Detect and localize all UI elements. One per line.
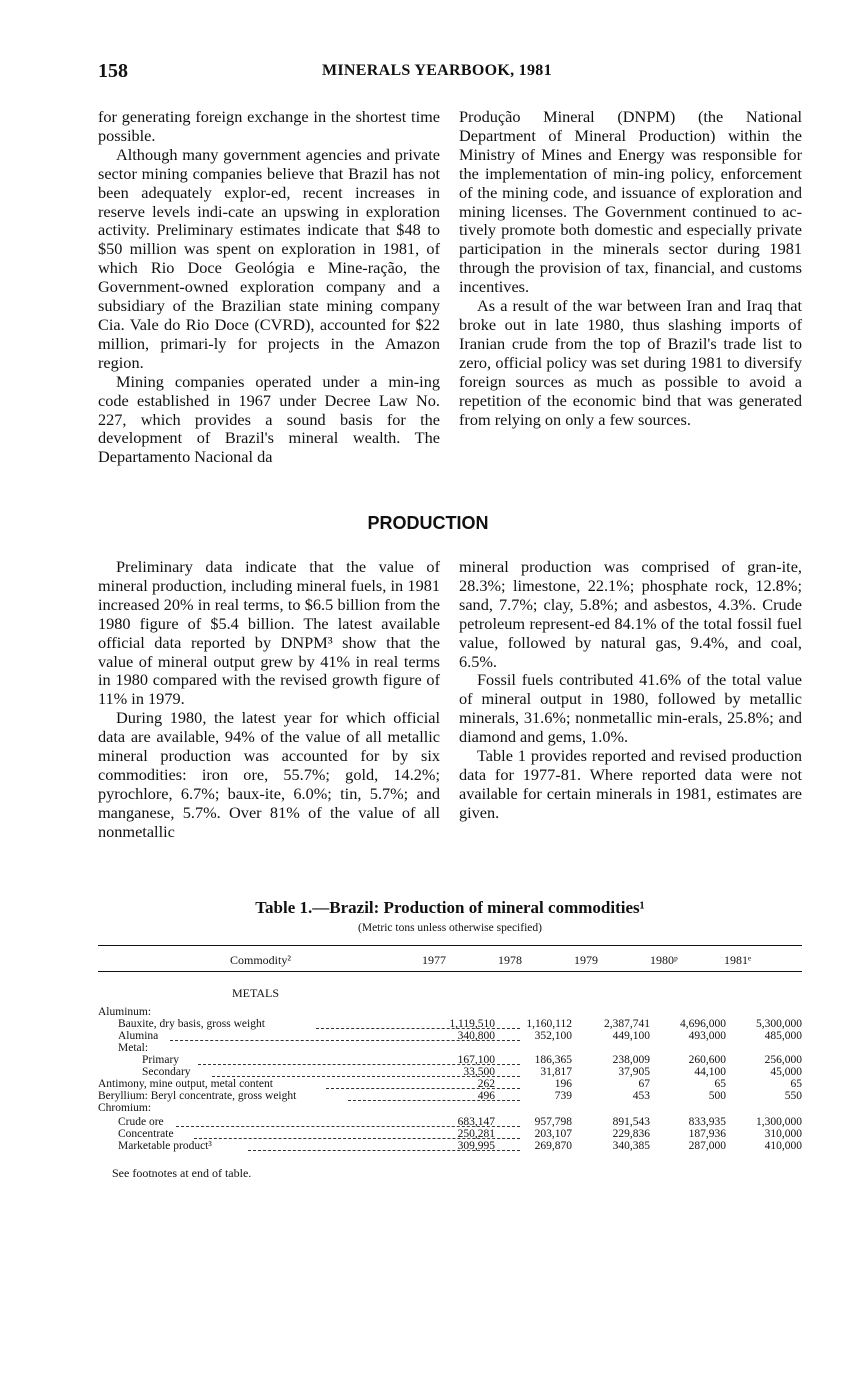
intro-column-left — [98, 108, 440, 467]
table-section-label: METALS — [232, 986, 280, 1000]
table-row — [98, 1042, 802, 1054]
cell-1980: 500 — [708, 1090, 726, 1102]
cell-1978: 957,798 — [534, 1116, 572, 1128]
table-row — [98, 1054, 802, 1066]
column-header-1981: 1981ᵉ — [724, 953, 752, 967]
column-header-1978: 1978 — [498, 953, 522, 967]
cell-1979: 67 — [638, 1078, 650, 1090]
row-label: Bauxite, dry basis, gross weight — [118, 1018, 265, 1030]
cell-1981: 45,000 — [770, 1066, 802, 1078]
row-label: Secondary — [142, 1066, 191, 1078]
cell-1979: 449,100 — [612, 1030, 650, 1042]
intro-column-right — [459, 108, 802, 429]
cell-1981: 1,300,000 — [756, 1116, 802, 1128]
row-label: Antimony, mine output, metal content — [98, 1078, 273, 1090]
cell-1977: 1,119,510 — [449, 1018, 495, 1030]
row-label: Aluminum: — [98, 1006, 152, 1018]
table-subtitle: (Metric tons unless otherwise specified) — [358, 922, 542, 934]
cell-1980: 260,600 — [688, 1054, 726, 1066]
table-row — [98, 1140, 802, 1152]
paragraph: for generating foreign exchange in the shortest time possible. — [98, 107, 440, 145]
production-column-right — [459, 558, 802, 823]
table-header-rule — [98, 971, 802, 972]
table-row — [98, 1066, 802, 1078]
table-row — [98, 1030, 802, 1042]
cell-1980: 44,100 — [694, 1066, 726, 1078]
row-label: Beryllium: Beryl concentrate, gross weight — [98, 1090, 297, 1102]
paragraph: Preliminary data indicate that the value of mineral production, including mineral fuels, in 1981 increased 20% in real terms, to $6.5 billion from the 1980 figure of $5.4 billion. The latest available official data reported by DNPM³ show that the value of mineral output grew by 41% in real terms in 1980 compared with the revised growth figure of 11% in 1979. — [98, 557, 440, 709]
cell-1981: 550 — [784, 1090, 802, 1102]
paragraph: During 1980, the latest year for which official data are available, 94% of the value of all metallic mineral production was accounted for by six commodities: iron ore, 55.7%; gold, 14.2%; pyrochlore, 6.7%; baux-ite, 6.0%; tin, 5.7%; and manganese, 5.7%. Over 81% of the value of all nonmetallic — [98, 708, 440, 841]
row-label: Marketable product³ — [118, 1140, 212, 1152]
cell-1977: 250,281 — [457, 1128, 495, 1140]
paragraph: Although many government agencies and private sector mining companies believe that Brazil has not been adequately explor-ed, recent increases in reserve levels indi-cate an upswing in exploration activity. Preliminary estimates indicate that $48 to $50 million was spent on exploration in 1981, of which Rio Doce Geológia e Mine-ração, the Government-owned exploration company and a subsidiary of the Brazilian state mining company Cia. Vale do Rio Doce (CVRD), accounted for $22 million, primari-ly for projects in the Amazon region. — [98, 144, 440, 372]
row-label: Chromium: — [98, 1102, 152, 1114]
cell-1981: 65 — [790, 1078, 802, 1090]
cell-1977: 496 — [477, 1090, 495, 1102]
cell-1977: 340,800 — [457, 1030, 495, 1042]
paragraph: mineral production was comprised of gran-ite, 28.3%; limestone, 22.1%; phosphate rock, 12.8%; sand, 7.7%; clay, 5.8%; and asbestos, 4.3%. Crude petroleum represent-ed 84.1% of the total fossil fuel value, followed by natural gas, 9.4%, and coal, 6.5%. — [459, 557, 802, 671]
cell-1979: 229,836 — [612, 1128, 650, 1140]
paragraph: Table 1 provides reported and revised production data for 1977-81. Where reported data were not available for certain minerals in 1981, estimates are given. — [459, 746, 802, 822]
cell-1981: 5,300,000 — [756, 1018, 802, 1030]
table-row — [98, 1090, 802, 1102]
row-label: Crude ore — [118, 1116, 164, 1128]
table-row — [98, 1128, 802, 1140]
cell-1978: 269,870 — [534, 1140, 572, 1152]
column-header-commodity: Commodity² — [230, 953, 291, 967]
section-heading-production: PRODUCTION — [367, 513, 489, 533]
cell-1978: 186,365 — [534, 1054, 572, 1066]
cell-1978: 31,817 — [540, 1066, 572, 1078]
cell-1980: 493,000 — [688, 1030, 726, 1042]
table-row — [98, 1018, 802, 1030]
cell-1980: 287,000 — [688, 1140, 726, 1152]
column-header-1980: 1980ᵖ — [650, 953, 678, 967]
cell-1979: 238,009 — [612, 1054, 650, 1066]
cell-1980: 4,696,000 — [680, 1018, 726, 1030]
cell-1981: 410,000 — [764, 1140, 802, 1152]
column-header-1979: 1979 — [574, 953, 598, 967]
cell-1979: 453 — [632, 1090, 650, 1102]
cell-1977: 309,995 — [457, 1140, 495, 1152]
paragraph: Mining companies operated under a min-ing code established in 1967 under Decree Law No. 227, which provides a sound basis for the development of Brazil's mineral wealth. The Departamento Nacional da — [98, 371, 440, 467]
cell-1981: 310,000 — [764, 1128, 802, 1140]
row-label: Concentrate — [118, 1128, 174, 1140]
running-title: MINERALS YEARBOOK, 1981 — [322, 62, 552, 79]
cell-1979: 37,905 — [618, 1066, 650, 1078]
column-header-1977: 1977 — [422, 953, 446, 967]
table-row — [98, 1006, 802, 1018]
paragraph: As a result of the war between Iran and Iraq that broke out in late 1980, thus slashing imports of Iranian crude from the top of Brazil's trade list to zero, official policy was set during 1981 to diversify foreign sources as much as possible to avoid a repetition of the economic bind that was generated from relying on only a few sources. — [459, 296, 802, 429]
cell-1977: 167,100 — [457, 1054, 495, 1066]
cell-1979: 2,387,741 — [604, 1018, 650, 1030]
paragraph: Fossil fuels contributed 41.6% of the total value of mineral output in 1980, followed by metallic minerals, 31.6%; nonmetallic min-erals, 25.8%; and diamond and gems, 1.0%. — [459, 670, 802, 747]
table-row — [98, 1116, 802, 1128]
cell-1980: 833,935 — [688, 1116, 726, 1128]
cell-1977: 33,500 — [463, 1066, 495, 1078]
paragraph: Produção Mineral (DNPM) (the National Department of Mineral Production) within the Ministry of Mines and Energy was responsible for the implementation of min-ing policy, enforcement of the mining code, and issuance of exploration and mining licenses. The Government continued to ac-tively promote both domestic and especially private participation in the minerals sector during 1981 through the provision of tax, financial, and customs incentives. — [459, 107, 802, 297]
table-row — [98, 1102, 802, 1114]
page-number: 158 — [98, 60, 128, 82]
row-label: Primary — [142, 1054, 180, 1066]
cell-1978: 196 — [554, 1078, 572, 1090]
row-label: Metal: — [118, 1042, 149, 1054]
cell-1979: 340,385 — [612, 1140, 650, 1152]
cell-1981: 485,000 — [764, 1030, 802, 1042]
cell-1978: 739 — [554, 1090, 572, 1102]
cell-1978: 203,107 — [534, 1128, 572, 1140]
cell-1977: 262 — [477, 1078, 495, 1090]
cell-1978: 352,100 — [534, 1030, 572, 1042]
cell-1979: 891,543 — [612, 1116, 650, 1128]
cell-1977: 683,147 — [457, 1116, 495, 1128]
table-row — [98, 1078, 802, 1090]
table-title: Table 1.—Brazil: Production of mineral commodities¹ — [255, 898, 645, 917]
table-footnote: See footnotes at end of table. — [112, 1166, 252, 1180]
page-header — [98, 60, 758, 84]
cell-1980: 65 — [714, 1078, 726, 1090]
table-top-rule — [98, 945, 802, 946]
cell-1978: 1,160,112 — [526, 1018, 572, 1030]
cell-1981: 256,000 — [764, 1054, 802, 1066]
production-column-left — [98, 558, 440, 842]
row-label: Alumina — [118, 1030, 159, 1042]
cell-1980: 187,936 — [688, 1128, 726, 1140]
